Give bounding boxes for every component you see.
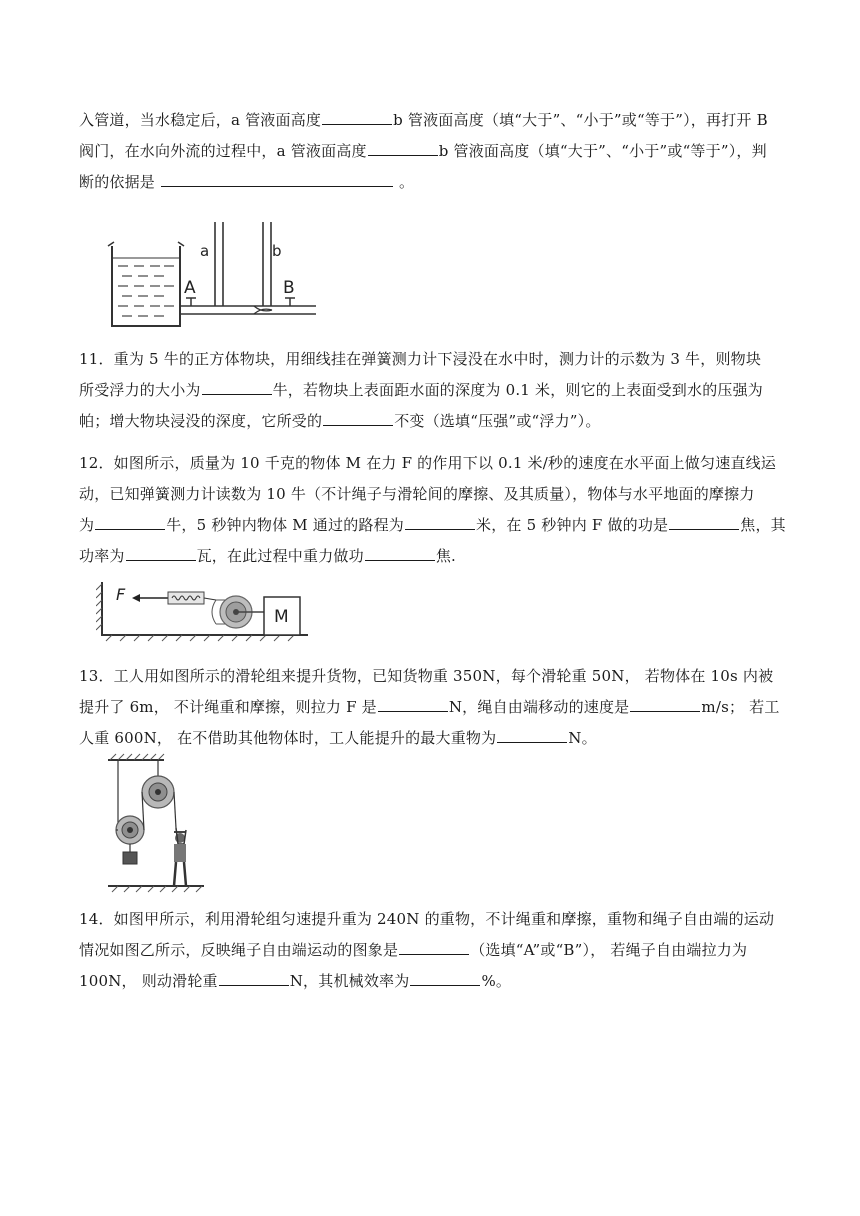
q13-line2-part3: m/s； 若工	[701, 698, 780, 716]
answer-blank[interactable]	[378, 695, 448, 712]
q12-line1: 12．如图所示，质量为 10 千克的物体 M 在力 F 的作用下以 0.1 米/秒的速度在水平面上做匀速直线运	[79, 454, 776, 472]
question-11-text	[79, 344, 782, 437]
answer-blank[interactable]	[323, 409, 393, 426]
q10-line1-part1: 入管道，当水稳定后，a 管液面高度	[79, 111, 322, 129]
q14-line1: 14．如图甲所示，利用滑轮组匀速提升重为 240N 的重物，不计绳重和摩擦，重物和绳子自由端的运动	[79, 910, 775, 928]
answer-blank[interactable]	[95, 513, 165, 530]
q10-line2-part2: b 管液面高度（填“大于”、“小于”或“等于”），判	[438, 142, 767, 160]
q11-line2-part2: 牛，若物块上表面距水面的深度为 0.1 米，则它的上表面受到水的压强为	[272, 381, 764, 399]
answer-blank[interactable]	[410, 969, 480, 986]
block-m-label: M	[274, 607, 289, 627]
q10-line2-part1: 阀门，在水向外流的过程中，a 管液面高度	[79, 142, 367, 160]
q12-line3-part3: 米，在 5 秒钟内 F 做的功是	[476, 516, 669, 534]
tube-b-label: b	[272, 242, 282, 260]
answer-blank[interactable]	[368, 139, 438, 156]
q12-line4-part1: 功率为	[79, 547, 125, 565]
q11-line2-part1: 所受浮力的大小为	[79, 381, 201, 399]
q10-line3-part1: 断的依据是	[79, 173, 156, 191]
q13-line3-part2: N。	[568, 729, 597, 747]
tube-a-label: a	[200, 242, 210, 260]
question-12-text	[79, 448, 786, 572]
q11-line3-part1: 帕；增大物块浸没的深度，它所受的	[79, 412, 323, 430]
q12-line3-part1: 为	[79, 516, 95, 534]
q11-line3-part2: 不变（选填“压强”或“浮力”）。	[394, 412, 601, 430]
q12-line2: 动，已知弹簧测力计读数为 10 牛（不计绳子与滑轮间的摩擦、及其质量），物体与水平地面的摩擦力	[79, 485, 755, 503]
q12-line3-part4: 焦，其	[740, 516, 786, 534]
answer-blank[interactable]	[322, 108, 392, 125]
valve-a-label: A	[184, 278, 196, 298]
connected-tubes-figure	[104, 218, 322, 330]
q14-line3-part1: 100N， 则动滑轮重	[79, 972, 218, 990]
answer-blank[interactable]	[126, 544, 196, 561]
q12-line4-part3: 焦.	[435, 547, 456, 565]
answer-blank[interactable]	[630, 695, 700, 712]
answer-blank[interactable]	[399, 938, 469, 955]
answer-blank[interactable]	[219, 969, 289, 986]
question-13-text	[79, 661, 782, 754]
pulley-block-figure	[96, 580, 312, 642]
pulley-worker-figure	[104, 752, 208, 894]
valve-b-label: B	[283, 278, 295, 298]
answer-blank[interactable]	[161, 170, 393, 187]
answer-blank[interactable]	[365, 544, 435, 561]
q11-line1: 11．重为 5 牛的正方体物块，用细线挂在弹簧测力计下浸没在水中时，测力计的示数为 3 牛，则物块	[79, 350, 762, 368]
answer-blank[interactable]	[405, 513, 475, 530]
question-14-text	[79, 904, 782, 997]
q13-line2-part2: N，绳自由端移动的速度是	[448, 698, 630, 716]
force-f-label: F	[116, 585, 126, 604]
answer-blank[interactable]	[202, 378, 272, 395]
q13-line1: 13．工人用如图所示的滑轮组来提升货物，已知货物重 350N，每个滑轮重 50N， 若物体在 10s 内被	[79, 667, 774, 685]
q13-line2-part1: 提升了 6m， 不计绳重和摩擦，则拉力 F 是	[79, 698, 377, 716]
q12-line3-part2: 牛，5 秒钟内物体 M 通过的路程为	[166, 516, 405, 534]
q10-line3-part2: 。	[398, 173, 415, 191]
q13-line3-part1: 人重 600N， 在不借助其他物体时，工人能提升的最大重物为	[79, 729, 497, 747]
q14-line2-part1: 情况如图乙所示，反映绳子自由端运动的图象是	[79, 941, 399, 959]
answer-blank[interactable]	[669, 513, 739, 530]
q14-line3-part3: %。	[481, 972, 512, 990]
answer-blank[interactable]	[497, 726, 567, 743]
question-10-text	[79, 105, 782, 198]
q14-line3-part2: N，其机械效率为	[289, 972, 410, 990]
q12-line4-part2: 瓦，在此过程中重力做功	[196, 547, 364, 565]
q10-line1-part2: b 管液面高度（填“大于”、“小于”或“等于”），再打开 B	[393, 111, 768, 129]
q14-line2-part2: （选填“A”或“B”）， 若绳子自由端拉力为	[470, 941, 748, 959]
